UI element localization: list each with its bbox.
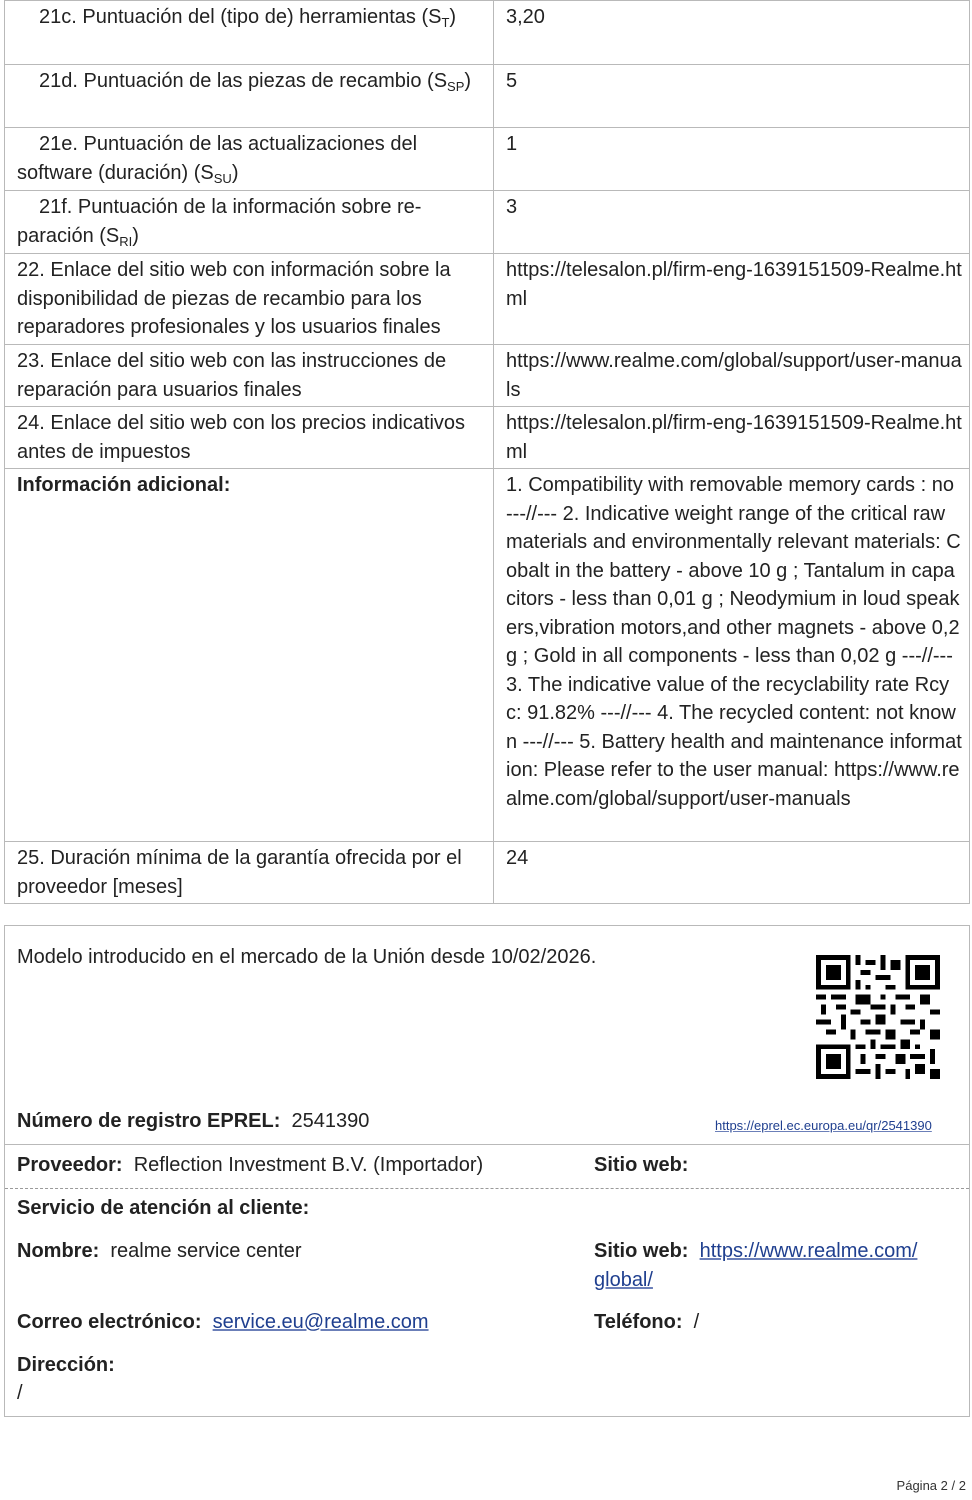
row-label: Información adicional: <box>5 469 494 842</box>
page-current: 2 <box>940 1478 948 1493</box>
row-value: 3,20 <box>494 1 970 65</box>
service-phone <box>594 1308 699 1337</box>
page-label: Página <box>896 1478 938 1493</box>
table-row <box>5 345 970 407</box>
web-label: Sitio web: <box>594 1240 689 1262</box>
row-value: 1 <box>494 128 970 191</box>
email-label: Correo electrónico: <box>17 1311 202 1333</box>
supplier <box>17 1151 483 1180</box>
phone-label: Teléfono: <box>594 1311 683 1333</box>
page-separator: / <box>951 1478 956 1493</box>
row-label: 21f. Puntuación de la información sobre re-paración $(S_{RI})$ <box>5 191 494 254</box>
row-value: 1. Compatibility with removable memory cards : no ---//--- 2. Indicative weight range of the critical raw materials and environmentally relevant materials: Cobalt in the battery - above 10 g ; Tantalum in capacitors - less than 0,01 g ; Neodymium in loud speakers,vibration motors,and other magnets - above 0,2 g ; Gold in all components - less than 0,02 g ---//--- 3. The indicative value of the recyclability rate Rcyc: 91.82% ---//--- 4. The recycled content: not known ---//--- 5. Battery health and maintenance information: Please refer to the user manual: https://www.realme.com/global/support/user-manuals <box>494 469 970 842</box>
address-label: Dirección: <box>17 1354 115 1376</box>
eprel-info-box <box>4 925 970 1417</box>
row-label: 21c. Puntuación del (tipo de) herramientas $(S_T)$ <box>5 1 494 65</box>
eprel-label: Número de registro EPREL: <box>17 1110 281 1132</box>
row-value: 24 <box>494 842 970 904</box>
supplier-web-label: Sitio web: <box>594 1154 689 1176</box>
web-link[interactable]: https://www.realme.com/ <box>699 1240 918 1262</box>
divider <box>5 1188 969 1189</box>
service-name <box>17 1237 302 1266</box>
eprel-value: 2541390 <box>291 1110 370 1132</box>
row-label: 25. Duración mínima de la garantía ofrecida por el proveedor [meses] <box>5 842 494 904</box>
row-label: 23. Enlace del sitio web con las instrucciones de reparación para usuarios finales <box>5 345 494 407</box>
row-label: 21e. Puntuación de las actualizaciones del software (duración) $(S_{SU})$ <box>5 128 494 191</box>
table-row <box>5 191 970 254</box>
market-text: Modelo introducido en el mercado de la Unión desde 10/02/2026. <box>17 946 597 968</box>
page-total: 2 <box>958 1478 966 1493</box>
divider <box>5 1144 969 1145</box>
qr-code-icon <box>816 955 940 1079</box>
table-row <box>5 1 970 65</box>
name-value: realme service center <box>110 1240 302 1262</box>
phone-value: / <box>693 1311 700 1333</box>
row-label: 22. Enlace del sitio web con información sobre la disponibilidad de piezas de recambio para los reparadores profesionales y los usuarios finales <box>5 254 494 345</box>
row-value: https://www.realme.com/global/support/user-manuals <box>494 345 970 407</box>
web-link-continued[interactable]: global/ <box>594 1269 653 1291</box>
table-row <box>5 469 970 842</box>
email-link[interactable]: service.eu@realme.com <box>212 1311 429 1333</box>
table-row <box>5 254 970 345</box>
supplier-value: Reflection Investment B.V. (Importador) <box>133 1154 484 1176</box>
row-label: 21d. Puntuación de las piezas de recambio $(S_{SP})$ <box>5 65 494 128</box>
table-row <box>5 842 970 904</box>
eprel-qr-link[interactable]: https://eprel.ec.europa.eu/qr/2541390 <box>715 1118 932 1133</box>
row-value: https://telesalon.pl/firm-eng-1639151509-Realme.html <box>494 254 970 345</box>
row-value: 5 <box>494 65 970 128</box>
supplier-label: Proveedor: <box>17 1154 123 1176</box>
page-number <box>897 1478 966 1493</box>
row-label: 24. Enlace del sitio web con los precios indicativos antes de impuestos <box>5 407 494 469</box>
service-email <box>17 1308 429 1337</box>
customer-service-label: Servicio de atención al cliente: <box>17 1197 310 1219</box>
table-row <box>5 65 970 128</box>
service-website <box>594 1237 917 1266</box>
eprel-registration <box>17 1107 369 1136</box>
spec-table <box>4 0 970 904</box>
address-value: / <box>17 1382 23 1404</box>
name-label: Nombre: <box>17 1240 100 1262</box>
row-value: https://telesalon.pl/firm-eng-1639151509-Realme.html <box>494 407 970 469</box>
row-value: 3 <box>494 191 970 254</box>
table-row <box>5 407 970 469</box>
table-row <box>5 128 970 191</box>
